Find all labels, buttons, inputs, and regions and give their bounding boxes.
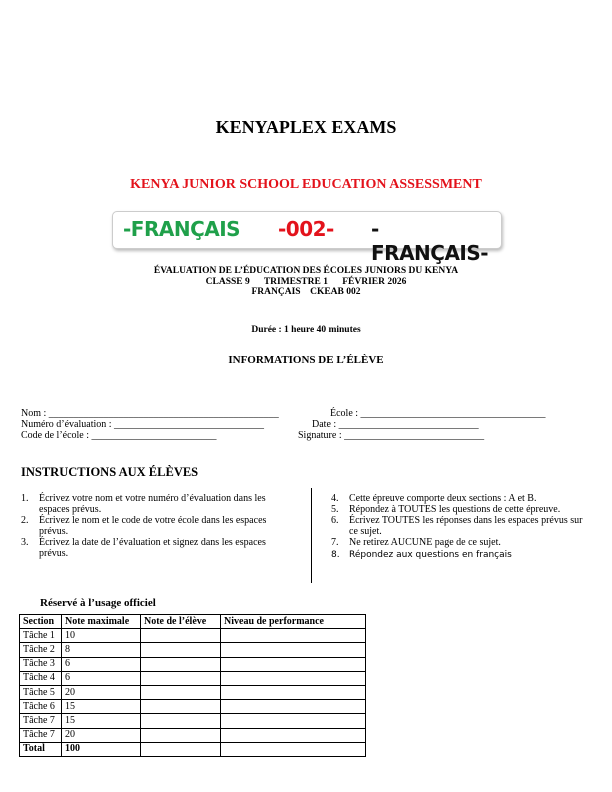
max-score-cell: 8 [62,643,141,657]
section-cell: Tâche 2 [20,643,62,657]
instruction-item [21,493,286,515]
max-score-cell: 6 [62,657,141,671]
student-score-cell[interactable] [141,700,221,714]
item-text: Écrivez votre nom et votre numéro d’évaluation dans les espaces prévus. [39,493,266,515]
column-header: Note maximale [62,615,141,629]
table-header-row [20,615,366,629]
max-score-cell: 15 [62,700,141,714]
student-total-cell[interactable] [141,742,221,756]
item-number: 7. [331,537,339,548]
exam-header-line3: FRANÇAIS CKEAB 002 [251,287,361,297]
item-number: 6. [331,515,339,526]
column-header: Niveau de performance [221,615,366,629]
subject-banner [112,211,502,265]
exam-subtitle: KENYA JUNIOR SCHOOL EDUCATION ASSESSMENT [130,177,482,192]
max-score-cell: 20 [62,728,141,742]
instruction-item [331,515,606,537]
official-score-table [19,614,366,757]
section-cell: Tâche 7 [20,714,62,728]
performance-cell[interactable] [221,714,366,728]
section-cell: Tâche 7 [20,728,62,742]
item-text: Répondez aux questions en français [349,550,512,560]
instruction-item [21,537,286,559]
item-number: 1. [21,493,29,504]
official-use-heading: Réservé à l’usage officiel [40,597,156,609]
field-signature[interactable]: Signature : ____________________________ [298,430,485,441]
item-number: 3. [21,537,29,548]
instructions-right [331,493,606,561]
column-header: Section [20,615,62,629]
table-row [20,700,366,714]
table-row [20,629,366,643]
banner-subject-right: - FRANÇAIS- [371,217,489,265]
section-cell: Tâche 6 [20,700,62,714]
total-label: Total [20,742,62,756]
column-header: Note de l’élève [141,615,221,629]
table-row [20,714,366,728]
max-score-cell: 6 [62,671,141,685]
table-row [20,728,366,742]
section-cell: Tâche 1 [20,629,62,643]
instruction-item [331,493,606,504]
item-text: Cette épreuve comporte deux sections : A et B. [349,493,537,504]
field-code-ecole[interactable]: Code de l’école : _________________________ [21,430,217,441]
table-row [20,685,366,699]
student-score-cell[interactable] [141,671,221,685]
performance-cell[interactable] [221,728,366,742]
instruction-item [331,550,606,561]
exam-duration: Durée : 1 heure 40 minutes [251,325,361,335]
performance-cell[interactable] [221,700,366,714]
student-score-cell[interactable] [141,714,221,728]
max-score-cell: 10 [62,629,141,643]
performance-cell[interactable] [221,657,366,671]
max-score-cell: 20 [62,685,141,699]
exam-header-line1: ÉVALUATION DE L’ÉDUCATION DES ÉCOLES JUNIORS DU KENYA [153,266,459,276]
field-date[interactable]: Date : ____________________________ [312,419,479,430]
total-max-score: 100 [62,742,141,756]
student-score-cell[interactable] [141,629,221,643]
column-divider [311,488,312,583]
max-score-cell: 15 [62,714,141,728]
field-numero[interactable]: Numéro d’évaluation : ______________________________ [21,419,265,430]
item-number: 8. [331,550,340,560]
item-text: Écrivez TOUTES les réponses dans les espaces prévus sur ce sujet. [349,515,583,537]
item-number: 5. [331,504,339,515]
performance-cell[interactable] [221,629,366,643]
field-nom[interactable]: Nom : ______________________________________________ [21,408,279,419]
page-title: KENYAPLEX EXAMS [215,117,397,137]
student-score-cell[interactable] [141,643,221,657]
table-row [20,671,366,685]
student-score-cell[interactable] [141,685,221,699]
item-text: Répondez à TOUTES les questions de cette épreuve. [349,504,561,515]
item-number: 2. [21,515,29,526]
performance-cell[interactable] [221,742,366,756]
performance-cell[interactable] [221,643,366,657]
exam-header-block [0,266,612,298]
student-score-cell[interactable] [141,728,221,742]
instruction-item [331,537,606,548]
table-row [20,643,366,657]
performance-cell[interactable] [221,685,366,699]
section-cell: Tâche 5 [20,685,62,699]
item-text: Écrivez la date de l’évaluation et signez dans les espaces prévus. [39,537,266,559]
section-cell: Tâche 3 [20,657,62,671]
section-cell: Tâche 4 [20,671,62,685]
item-text: Ne retirez AUCUNE page de ce sujet. [349,537,501,548]
instructions-heading: INSTRUCTIONS AUX ÉLÈVES [21,465,199,479]
total-row [20,742,366,756]
item-text: Écrivez le nom et le code de votre école dans les espaces prévus. [39,515,267,537]
field-ecole[interactable]: École : _____________________________________ [330,408,546,419]
student-score-cell[interactable] [141,657,221,671]
banner-subject-left: -FRANÇAIS [123,217,241,241]
banner-code: -002- [278,217,334,241]
instructions-left [21,493,286,559]
instruction-item [331,504,606,515]
item-number: 4. [331,493,339,504]
student-info-heading: INFORMATIONS DE L’ÉLÈVE [228,354,384,366]
exam-header-line2: CLASSE 9 TRIMESTRE 1 FÉVRIER 2026 [205,276,407,287]
performance-cell[interactable] [221,671,366,685]
table-row [20,657,366,671]
instruction-item [21,515,286,537]
